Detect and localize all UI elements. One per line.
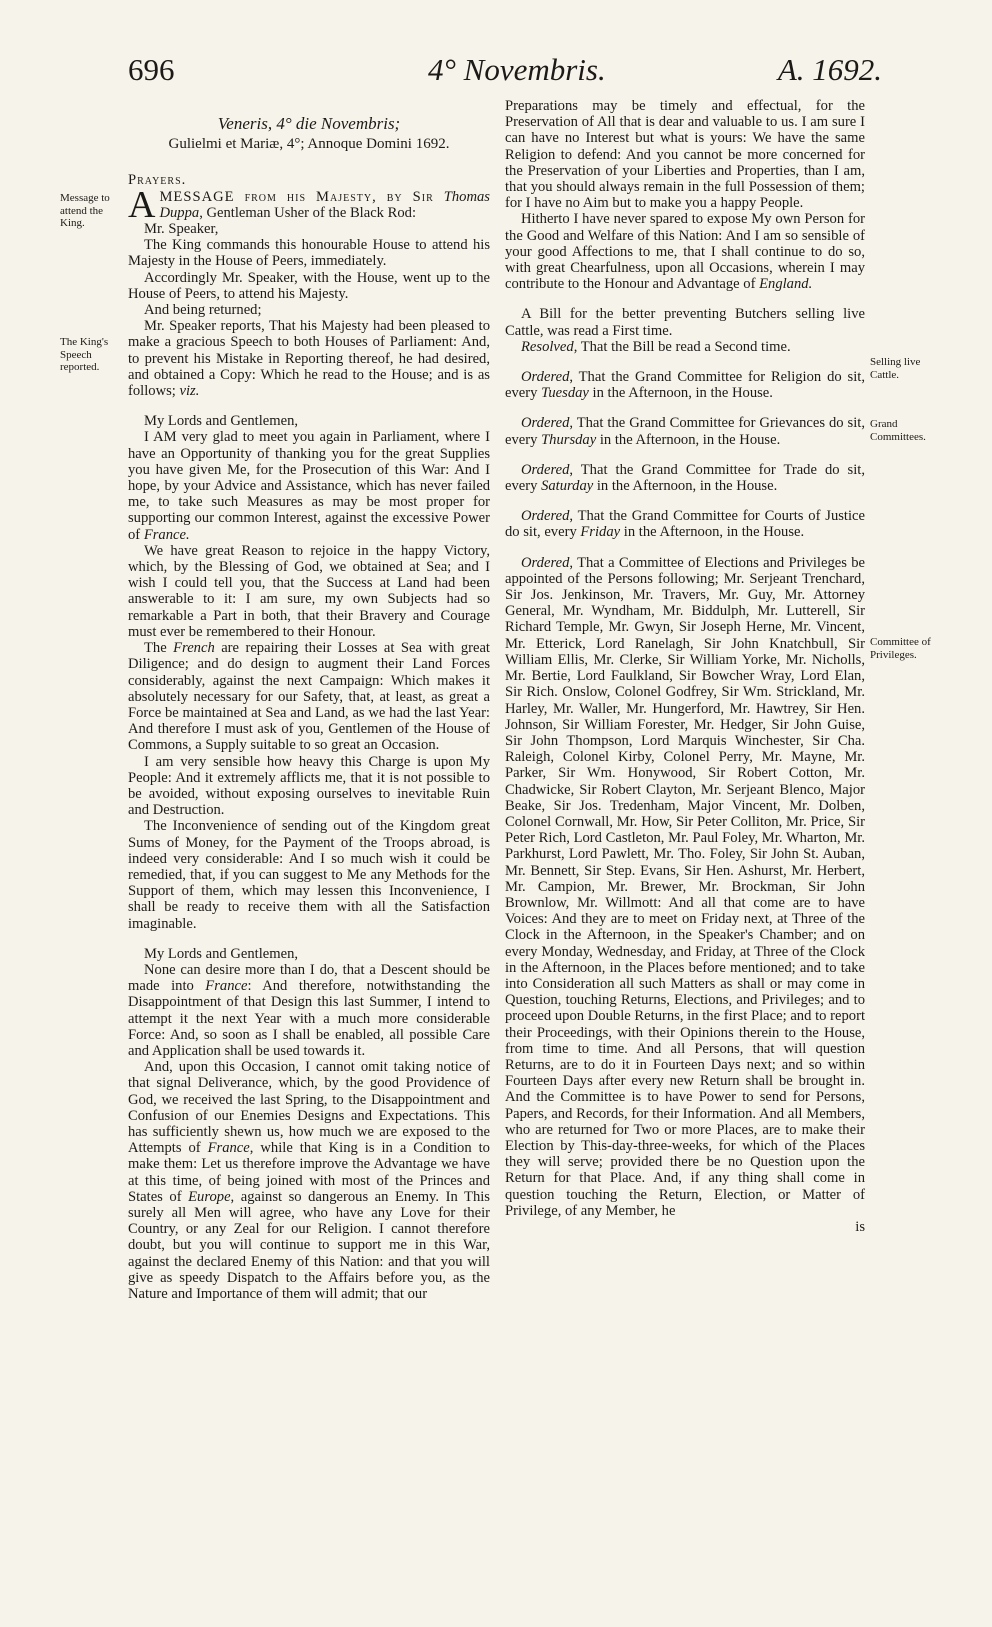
paragraph: The Inconvenience of sending out of the Kingdom great Sums of Money, for the Payment of the Troops abroad, is indeed very considerable: And I so much wish it could be remedied, that, if you can suggest to Me any Methods for the Support of them, which may lessen this Inconvenience, I shall be ready to receive them with all the Satisfaction imaginable. [128, 818, 490, 932]
regnal-line: Gulielmi et Mariæ, 4°; Annoque Domini 1692. [168, 136, 450, 153]
catchword: is [855, 1219, 865, 1235]
paragraph: I am very sensible how heavy this Charge is upon My People: And it extremely afflicts me, that it is not possible to be avoided, without exposing ourselves to inevitable Ruin and Destruction. [128, 753, 490, 819]
paragraph: Mr. Speaker, [144, 221, 219, 238]
page-number: 696 [128, 52, 175, 87]
paragraph: We have great Reason to rejoice in the happy Victory, which, by the Blessing of God, we obtained at Sea; and I wish I could tell you, that the Success at Land had been answerable to it: I am sure, my own Subjects had so remarkable a Part in both, that their Bravery and Courage must ever be remembered to their Honour. [128, 542, 490, 640]
paragraph: Ordered, That the Grand Committee for Courts of Justice do sit, every Friday in the Afternoon, in the House. [505, 508, 865, 541]
page-header [0, 52, 992, 96]
running-date: 4° Novembris. [428, 52, 606, 87]
paragraph: AMESSAGE from his Majesty, by Sir Thomas Duppa, Gentleman Usher of the Black Rod: [128, 183, 490, 226]
paragraph: I AM very glad to meet you again in Parliament, where I have an Opportunity of thanking you for the great Supplies you have given Me, for the Prosecution of this War: And I hope, by your Advice and Assistance, which has never failed me, to take such Measures as may be most proper for supporting our common Interest, against the excessive Power of France. [128, 429, 490, 543]
margin-note-committees: Grand Committees. [870, 418, 926, 443]
prayers-heading: Prayers. [128, 172, 187, 189]
paragraph: Ordered, That the Grand Committee for Trade do sit, every Saturday in the Afternoon, in the House. [505, 461, 865, 495]
paragraph: Ordered, That the Grand Committee for Grievances do sit, every Thursday in the Afternoon, in the House. [505, 415, 865, 448]
paragraph: None can desire more than I do, that a Descent should be made into France: And therefore, notwithstanding the Disappointment of that Design this last Summer, I intend to attempt it the next Year with a much more considerable Force: And, so soon as I shall be enabled, all possible Care and Application shall be used towards it. [128, 961, 490, 1059]
margin-note-speech: The King's Speech reported. [60, 336, 109, 373]
paragraph: Resolved, That the Bill be read a Second time. [521, 338, 791, 355]
paragraph: And being returned; [144, 302, 262, 319]
margin-note-message: Message to attend the King. [60, 192, 110, 229]
paragraph: Preparations may be timely and effectual, for the Preservation of All that is dear and valuable to us. I am sure I can have no Interest but what is yours: We have the same Religion to defend: And you cannot be more concerned for the Preservation of your Liberties and Properties, than I am, that you should always remain in the full Possession of them; for I have no Aim but to make you a happy People. [505, 98, 865, 212]
paragraph: A Bill for the better preventing Butchers selling live Cattle, was read a First time. [505, 306, 865, 339]
right-column [505, 98, 865, 1235]
day-heading: Veneris, 4° die Novembris; [217, 114, 401, 133]
salutation: My Lords and Gentlemen, [144, 945, 299, 962]
drop-cap: A [128, 183, 156, 226]
paragraph: And, upon this Occasion, I cannot omit taking notice of that signal Deliverance, which, by the good Providence of God, we received the last Spring, to the Disappointment and Confusion of our Enemies Designs and Expectations. This has sufficiently shewn us, how much we are exposed to the Attempts of France, while that King is in a Condition to make them: Let us therefore improve the Advantage we have at this time, of being joined with most of the Princes and States of Europe, against so dangerous an Enemy. In This surely all Men will agree, who have any Love for their Country, or any Zeal for our Religion. I cannot therefore doubt, but you will continue to support me in this War, against the declared Enemy of this Nation: and that you will give as speedy Dispatch to the Affairs before you, as the Nature and Importance of them will admit; that our [128, 1059, 490, 1303]
paragraph: The King commands this honourable House to attend his Majesty in the House of Peers, immediately. [128, 237, 490, 270]
paragraph: Ordered, That a Committee of Elections and Privileges be appointed of the Persons following; Mr. Serjeant Trenchard, Sir Jos. Jenkinson, Mr. Travers, Mr. Guy, Mr. Attorney General, Mr. Wyndham, Mr. Biddulph, Mr. Lutterell, Sir Richard Temple, Mr. Gwyn, Sir Joseph Herne, Mr. Vincent, Mr. Etterick, Lord Ranelagh, Sir John Knatchbull, Sir William Ellis, Mr. Clerke, Sir William Yorke, Mr. Nicholls, Mr. Bertie, Lord Faulkland, Sir Bowcher Wray, Lord Elan, Sir Rich. Onslow, Colonel Godfrey, Sir Wm. Strickland, Mr. Harley, Mr. Waller, Mr. Hungerford, Mr. Hawtrey, Sir Hen. Johnson, Sir William Forester, Mr. Hedger, Sir John Guise, Sir John Thompson, Lord Marquis Winchester, Sir Cha. Raleigh, Colonel Kirby, Colonel Perry, Mr. Mayne, Mr. Parker, Sir Wm. Honywood, Sir Robert Cotton, Mr. Chadwicke, Sir Robert Clayton, Mr. Serjeant Blenco, Major Beake, Sir Jos. Tredenham, Major Vincent, Mr. Dolben, Colonel Cornwall, Mr. How, Sir Peter Colliton, Mr. Price, Sir Peter Rich, Lord Castleton, Mr. Paul Foley, Mr. Wharton, Mr. Parkhurst, Lord Pawlett, Mr. Tho. Foley, Sir John St. Auban, Mr. Bennett, Sir Step. Evans, Sir Hen. Ashurst, Mr. Herbert, Mr. Campion, Mr. Brewer, Mr. Brockman, Sir John Brownlow, Mr. Willmott: And all that come are to have Voices: And they are to meet on Friday next, at Three of the Clock in the Afternoon, in the Speaker's Chamber; and on every Monday, Wednesday, and Friday, at Three of the Clock in the Afternoon, in the Places before mentioned; and to take into Consideration all such Matters as shall or may come in Question, touching Returns, Elections, and Privileges; and to proceed upon Double Returns, in the first Place; and to report their Proceedings, with their Opinions therein to the House, from time to time. And all Persons, that will question Returns, are to do it in Fourteen Days next; and so within Fourteen Days after every new Return shall be brought in. And the Committee is to have Power to send for Persons, Papers, and Records, for their Information. And all Members, who are returned for Two or more Places, are to make their Election by This-day-three-weeks, for which of the Places they will serve; provided there be no Question upon the Return for that Place. And, if any thing shall come in question touching the Return, Election, or Matter of Privilege, of any Member, he [505, 554, 865, 1219]
margin-note-cattle: Selling live Cattle. [870, 356, 921, 381]
paragraph: Mr. Speaker reports, That his Majesty had been pleased to make a gracious Speech to both Houses of Parliament: And, to prevent his Mistake in Reporting thereof, he had desired, and obtained a Copy: Which he read to the House; and is as follows; viz. [128, 318, 490, 400]
margin-note-privileges: Committee of Privileges. [870, 636, 931, 661]
paragraph: Ordered, That the Grand Committee for Religion do sit, every Tuesday in the Afternoon, in the House. [505, 369, 865, 402]
salutation: My Lords and Gentlemen, [144, 413, 299, 430]
paragraph: Accordingly Mr. Speaker, with the House, went up to the House of Peers, to attend his Majesty. [128, 269, 490, 302]
running-year: A. 1692. [777, 52, 882, 87]
left-column [128, 98, 490, 1302]
paragraph: Hitherto I have never spared to expose My own Person for the Good and Welfare of this Nation: And I am so sensible of your good Affections to me, that I shall continue to do so, with great Chearfulness, upon all Occasions, wherein I may contribute to the Honour and Advantage of England. [505, 211, 865, 293]
paragraph: The French are repairing their Losses at Sea with great Diligence; and do design to augment their Land Forces considerably, against the next Campaign: Which makes it absolutely necessary for our Safety, that, at least, as great a Force be maintained at Sea and Land, as we had the last Year: And therefore I must ask of you, Gentlemen of the House of Commons, a Supply suitable to so great an Occasion. [128, 640, 490, 754]
